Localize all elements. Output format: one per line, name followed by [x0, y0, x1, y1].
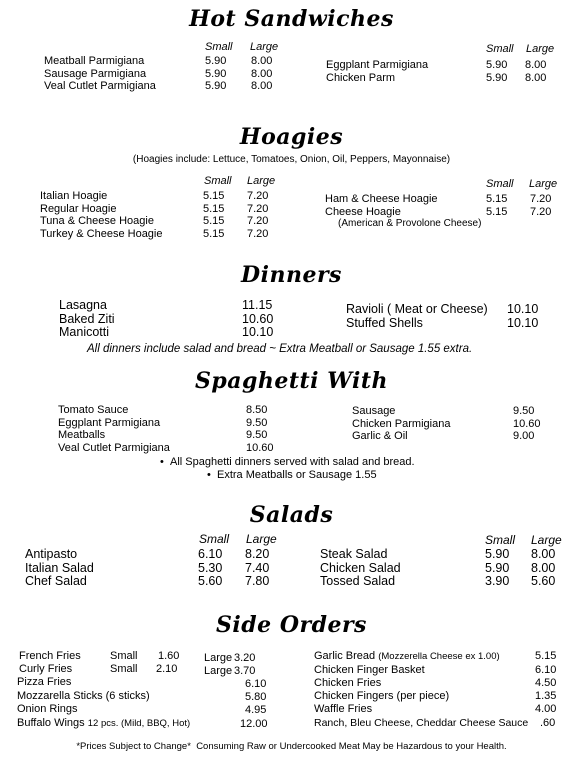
- side-item-price: 5.80: [245, 691, 267, 703]
- side-item-price: 4.50: [535, 677, 557, 689]
- menu-item-name: Lasagna: [59, 298, 107, 312]
- menu-item-price: 10.10: [507, 302, 539, 316]
- salads-right-large-header: Large: [531, 533, 562, 547]
- hot-sandwiches-left-large-header: Large: [250, 41, 279, 53]
- side-item-name: Waffle Fries: [314, 703, 373, 715]
- menu-item-name: Chef Salad: [25, 574, 87, 588]
- large-price: 8.00: [251, 67, 273, 80]
- side-small-label: Small: [110, 663, 138, 675]
- side-item-price: 5.15: [535, 650, 557, 662]
- small-price: 5.90: [485, 547, 510, 561]
- hot-sandwiches-right-large-prices: [525, 59, 546, 84]
- health-warning: Consuming Raw or Undercooked Meat May be Hazardous to your Health.: [196, 741, 507, 752]
- menu-item-name: Regular Hoagie: [40, 202, 117, 215]
- dinners-note: All dinners include salad and bread ~ Extra Meatball or Sausage 1.55 extra.: [87, 343, 473, 355]
- spaghetti-left-prices: [246, 404, 274, 454]
- menu-item-price: 10.10: [507, 315, 539, 330]
- salads-left-large-header: Large: [246, 532, 277, 546]
- hoagies-left-large-prices: [247, 190, 268, 240]
- salads-right-small-prices: [485, 548, 509, 589]
- hot-sandwiches-title: Hot Sandwiches: [189, 6, 394, 32]
- menu-item-name: Turkey & Cheese Hoagie: [40, 227, 163, 240]
- large-price: 7.20: [247, 215, 269, 227]
- hoagies-note: (Hoagies include: Lettuce, Tomatoes, Onion, Oil, Peppers, Mayonnaise): [132, 154, 451, 165]
- large-price: 7.20: [247, 190, 269, 202]
- prices-note: *Prices Subject to Change*: [76, 741, 191, 752]
- spaghetti-right-prices: [513, 405, 541, 443]
- hoagies-right-names: [325, 193, 438, 218]
- menu-item-name: Eggplant Parmigiana: [58, 416, 161, 429]
- small-price: 5.15: [203, 202, 225, 215]
- small-price: 5.90: [205, 67, 227, 80]
- menu-item-name: Antipasto: [25, 547, 78, 561]
- hot-sandwiches-left-large-prices: [251, 55, 272, 93]
- small-price: 5.15: [203, 215, 225, 227]
- dinners-left-prices: [242, 299, 273, 340]
- menu-item-name: Tossed Salad: [320, 574, 396, 588]
- menu-item-name: Eggplant Parmigiana: [326, 59, 429, 71]
- salads-right-large-prices: [531, 548, 555, 589]
- hot-sandwiches-right-large-header: Large: [526, 43, 555, 55]
- bullet-icon: •: [207, 469, 211, 481]
- menu-item-name: Sausage: [352, 405, 396, 417]
- menu-item-price: 10.60: [246, 441, 274, 454]
- hot-sandwiches-left-small-prices: [205, 55, 226, 93]
- salads-right-names: [320, 548, 401, 589]
- side-item-name: Ranch, Bleu Cheese, Cheddar Cheese Sauce: [314, 717, 529, 729]
- spaghetti-right-names: [352, 405, 450, 443]
- menu-item-name: Ham & Cheese Hoagie: [325, 193, 438, 205]
- salads-left-small-prices: [198, 548, 222, 589]
- small-price: 6.10: [198, 547, 223, 561]
- side-item-garlic-bread: [314, 650, 500, 664]
- spaghetti-left-names: [58, 404, 170, 454]
- menu-item-price: 10.10: [242, 325, 274, 339]
- menu-item-price: 9.00: [513, 430, 535, 442]
- hot-sandwiches-right-small-header: Small: [486, 43, 514, 55]
- side-small-price: 2.10: [156, 663, 178, 675]
- menu-item-name: Manicotti: [59, 325, 110, 339]
- side-item-price: 4.00: [535, 703, 557, 715]
- side-item-price: 12.00: [240, 718, 268, 730]
- side-item-name: Buffalo Wings: [17, 717, 85, 729]
- side-item-detail: 12 pcs. (Mild, BBQ, Hot): [87, 718, 191, 729]
- large-price: 8.00: [525, 71, 547, 84]
- salads-left-large-prices: [245, 548, 269, 589]
- hoagies-cheese-note: (American & Provolone Cheese): [338, 218, 482, 229]
- menu-item-name: Garlic & Oil: [352, 430, 408, 442]
- side-item-name: Pizza Fries: [17, 676, 72, 688]
- side-large-label: Large: [204, 665, 233, 677]
- large-price: 7.20: [247, 202, 269, 215]
- side-large-price: 3.70: [234, 665, 256, 677]
- small-price: 5.15: [486, 193, 508, 205]
- menu-item-name: Sausage Parmigiana: [44, 67, 147, 80]
- dinners-left-names: [59, 299, 115, 340]
- small-price: 5.15: [486, 205, 508, 218]
- menu-item-name: Italian Salad: [25, 560, 94, 575]
- menu-item-name: Meatballs: [58, 429, 106, 441]
- menu-item-name: Steak Salad: [320, 547, 388, 561]
- small-price: 3.90: [485, 574, 510, 588]
- small-price: 5.90: [205, 55, 227, 67]
- large-price: 5.60: [531, 574, 556, 588]
- side-item-name: Chicken Finger Basket: [314, 664, 425, 676]
- menu-item-price: 8.50: [246, 404, 268, 416]
- side-small-label: Small: [110, 650, 138, 662]
- small-price: 5.30: [198, 560, 223, 575]
- menu-item-price: 9.50: [246, 429, 268, 441]
- large-price: 8.00: [531, 560, 556, 575]
- hoagies-left-small-header: Small: [204, 175, 232, 187]
- hot-sandwiches-left-small-header: Small: [205, 41, 233, 53]
- large-price: 8.00: [251, 80, 273, 92]
- small-price: 5.15: [203, 227, 225, 240]
- menu-item-name: Tuna & Cheese Hoagie: [40, 215, 154, 227]
- spaghetti-bullet-text: All Spaghetti dinners served with salad and bread.: [169, 456, 415, 468]
- menu-item-name: Veal Cutlet Parmigiana: [44, 80, 156, 92]
- menu-item-name: Ravioli ( Meat or Cheese): [346, 302, 488, 316]
- menu-item-price: 9.50: [246, 416, 268, 429]
- hot-sandwiches-right-names: [326, 59, 428, 84]
- large-price: 8.00: [525, 59, 547, 71]
- spaghetti-bullet-text: Extra Meatballs or Sausage 1.55: [216, 469, 377, 481]
- salads-right-small-header: Small: [485, 533, 516, 547]
- side-item-name: Mozzarella Sticks (6 sticks): [17, 690, 150, 702]
- hot-sandwiches-left-names: [44, 55, 156, 93]
- hoagies-right-large-prices: [530, 193, 551, 218]
- side-item-name: Garlic Bread: [314, 650, 376, 662]
- large-price: 8.00: [251, 55, 273, 67]
- salads-title: Salads: [249, 502, 334, 528]
- small-price: 5.90: [205, 80, 227, 92]
- small-price: 5.60: [198, 574, 223, 588]
- dinners-right-prices: [507, 303, 538, 330]
- menu-item-price: 11.15: [242, 298, 273, 312]
- side-large-label: Large: [204, 652, 233, 664]
- menu-item-price: 10.60: [513, 417, 541, 430]
- large-price: 8.00: [531, 547, 556, 561]
- side-item-name: Chicken Fingers (per piece): [314, 690, 450, 702]
- hoagies-left-small-prices: [203, 190, 224, 240]
- hoagies-left-names: [40, 190, 163, 240]
- hot-sandwiches-right-small-prices: [486, 59, 507, 84]
- bullet-icon: •: [160, 456, 164, 468]
- side-item-price: 4.95: [245, 704, 267, 716]
- side-item-name: Chicken Fries: [314, 677, 382, 689]
- spaghetti-bullet-1: [160, 456, 415, 469]
- large-price: 7.80: [245, 574, 270, 588]
- salads-left-names: [25, 548, 94, 589]
- spaghetti-title: Spaghetti With: [194, 368, 389, 394]
- menu-item-name: Tomato Sauce: [58, 404, 129, 416]
- side-item-wings: [17, 717, 190, 731]
- large-price: 7.40: [245, 560, 270, 575]
- small-price: 5.90: [486, 71, 508, 84]
- menu-item-price: 9.50: [513, 405, 535, 417]
- menu-item-name: Veal Cutlet Parmigiana: [58, 441, 170, 454]
- side-item-price: 6.10: [535, 664, 557, 676]
- side-item-name: Onion Rings: [17, 703, 78, 715]
- hoagies-right-small-prices: [486, 193, 507, 218]
- side-orders-title: Side Orders: [216, 612, 367, 638]
- side-item-price: 6.10: [245, 678, 267, 690]
- small-price: 5.15: [203, 190, 225, 202]
- spaghetti-bullet-2: [207, 469, 377, 482]
- hoagies-right-large-header: Large: [529, 178, 558, 190]
- menu-item-name: Italian Hoagie: [40, 190, 108, 202]
- side-item-name: Curly Fries: [19, 663, 73, 675]
- large-price: 7.20: [530, 193, 552, 205]
- hoagies-right-small-header: Small: [486, 178, 514, 190]
- footer: [0, 741, 583, 752]
- menu-item-name: Stuffed Shells: [346, 315, 423, 330]
- dinners-right-names: [346, 303, 488, 330]
- small-price: 5.90: [486, 59, 508, 71]
- side-item-price: .60: [540, 717, 556, 729]
- menu-item-name: Meatball Parmigiana: [44, 55, 145, 67]
- menu-item-name: Chicken Parm: [326, 71, 396, 84]
- large-price: 8.20: [245, 547, 270, 561]
- large-price: 7.20: [247, 227, 269, 240]
- dinners-title: Dinners: [241, 262, 342, 288]
- side-large-price: 3.20: [234, 652, 256, 664]
- salads-left-small-header: Small: [199, 532, 230, 546]
- menu-item-name: Baked Ziti: [59, 311, 115, 326]
- small-price: 5.90: [485, 560, 510, 575]
- menu-item-name: Chicken Salad: [320, 560, 401, 575]
- side-item-name: French Fries: [19, 650, 81, 662]
- large-price: 7.20: [530, 205, 552, 218]
- menu-item-name: Chicken Parmigiana: [352, 417, 451, 430]
- menu-item-price: 10.60: [242, 311, 274, 326]
- menu-item-name: Cheese Hoagie: [325, 205, 401, 218]
- side-small-price: 1.60: [158, 650, 180, 662]
- side-item-detail: (Mozzerella Cheese ex 1.00): [378, 651, 500, 662]
- side-item-price: 1.35: [535, 690, 557, 702]
- hoagies-title: Hoagies: [239, 124, 344, 150]
- hoagies-left-large-header: Large: [247, 175, 276, 187]
